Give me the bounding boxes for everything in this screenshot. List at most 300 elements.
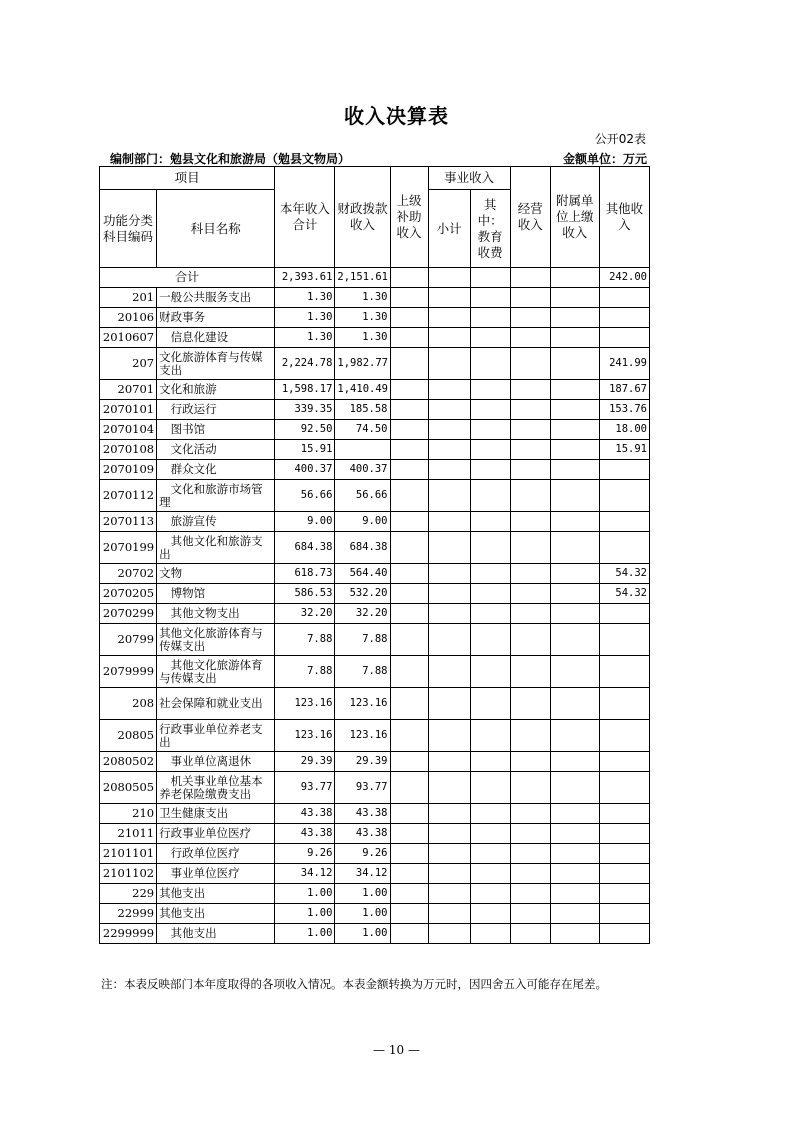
row-current: 15.91 (275, 440, 335, 460)
row-superior (390, 884, 428, 904)
table-row (100, 512, 650, 532)
row-affiliated (550, 480, 599, 512)
row-edu-fee (470, 564, 510, 584)
row-other (599, 624, 649, 656)
row-affiliated (550, 604, 599, 624)
row-fiscal: 93.77 (335, 772, 390, 804)
row-superior (390, 532, 428, 564)
table-row (100, 440, 650, 460)
row-edu-fee (470, 720, 510, 752)
table-row (100, 656, 650, 688)
row-fiscal: 1.00 (335, 904, 390, 924)
row-fiscal: 1.30 (335, 308, 390, 328)
row-fiscal: 9.26 (335, 844, 390, 864)
row-affiliated (550, 400, 599, 420)
row-operating (510, 624, 550, 656)
table-row (100, 924, 650, 944)
row-career-subtotal (428, 512, 470, 532)
table-row (100, 532, 650, 564)
row-affiliated (550, 924, 599, 944)
table-row (100, 584, 650, 604)
row-current: 123.16 (275, 688, 335, 720)
page-title: 收入决算表 (344, 104, 449, 128)
row-other (599, 772, 649, 804)
row-fiscal: 185.58 (335, 400, 390, 420)
row-operating (510, 824, 550, 844)
header-edu-fee: 其中：教育收费 (470, 190, 510, 268)
row-operating (510, 328, 550, 348)
row-affiliated (550, 564, 599, 584)
row-affiliated (550, 804, 599, 824)
row-operating (510, 400, 550, 420)
row-fiscal: 532.20 (335, 584, 390, 604)
row-career-subtotal (428, 804, 470, 824)
row-operating (510, 844, 550, 864)
header-current-income: 本年收入合计 (275, 167, 335, 268)
row-edu-fee (470, 348, 510, 380)
row-fiscal: 34.12 (335, 864, 390, 884)
row-affiliated (550, 512, 599, 532)
row-affiliated (550, 688, 599, 720)
form-code: 公开02表 (594, 132, 646, 146)
row-career-subtotal (428, 460, 470, 480)
row-code: 2070112 (100, 480, 157, 512)
row-affiliated (550, 288, 599, 308)
row-career-subtotal (428, 328, 470, 348)
row-edu-fee (470, 804, 510, 824)
row-fiscal: 43.38 (335, 824, 390, 844)
row-career-subtotal (428, 380, 470, 400)
row-superior (390, 308, 428, 328)
row-fiscal: 123.16 (335, 720, 390, 752)
row-other (599, 512, 649, 532)
row-edu-fee (470, 772, 510, 804)
row-name: 文化活动 (157, 440, 275, 460)
row-name: 行政运行 (157, 400, 275, 420)
row-edu-fee (470, 328, 510, 348)
row-superior (390, 752, 428, 772)
row-fiscal: 32.20 (335, 604, 390, 624)
row-code: 207 (100, 348, 157, 380)
row-current: 586.53 (275, 584, 335, 604)
row-operating (510, 904, 550, 924)
row-current: 1.00 (275, 904, 335, 924)
row-current: 56.66 (275, 480, 335, 512)
row-name: 博物馆 (157, 584, 275, 604)
row-operating (510, 440, 550, 460)
row-affiliated (550, 864, 599, 884)
row-other (599, 824, 649, 844)
row-name: 群众文化 (157, 460, 275, 480)
row-operating (510, 720, 550, 752)
row-name: 文化和旅游 (157, 380, 275, 400)
row-name: 卫生健康支出 (157, 804, 275, 824)
row-operating (510, 532, 550, 564)
row-fiscal: 684.38 (335, 532, 390, 564)
row-code: 2101101 (100, 844, 157, 864)
table-row (100, 400, 650, 420)
row-current: 1.30 (275, 328, 335, 348)
row-operating (510, 480, 550, 512)
row-code: 20106 (100, 308, 157, 328)
row-career-subtotal (428, 752, 470, 772)
row-superior (390, 924, 428, 944)
row-current: 34.12 (275, 864, 335, 884)
row-operating (510, 864, 550, 884)
row-operating (510, 884, 550, 904)
row-name: 事业单位医疗 (157, 864, 275, 884)
row-code: 201 (100, 288, 157, 308)
table-row (100, 604, 650, 624)
row-affiliated (550, 752, 599, 772)
row-current: 1.30 (275, 288, 335, 308)
row-name: 其他文化和旅游支出 (157, 532, 275, 564)
row-fiscal: 123.16 (335, 688, 390, 720)
row-fiscal: 74.50 (335, 420, 390, 440)
row-career-subtotal (428, 844, 470, 864)
row-current: 339.35 (275, 400, 335, 420)
row-other (599, 308, 649, 328)
row-operating (510, 512, 550, 532)
row-edu-fee (470, 752, 510, 772)
header-subtotal: 小计 (428, 190, 470, 268)
row-career-subtotal (428, 720, 470, 752)
row-affiliated (550, 440, 599, 460)
row-code: 20799 (100, 624, 157, 656)
row-code: 2080502 (100, 752, 157, 772)
row-code: 2070108 (100, 440, 157, 460)
header-operating: 经营收入 (510, 167, 550, 268)
row-current: 684.38 (275, 532, 335, 564)
row-fiscal: 7.88 (335, 624, 390, 656)
row-affiliated (550, 348, 599, 380)
row-career-subtotal (428, 604, 470, 624)
table-row (100, 460, 650, 480)
row-name: 行政事业单位医疗 (157, 824, 275, 844)
row-code: 229 (100, 884, 157, 904)
row-current: 29.39 (275, 752, 335, 772)
row-operating (510, 604, 550, 624)
row-name: 其他文物支出 (157, 604, 275, 624)
row-fiscal: 1,410.49 (335, 380, 390, 400)
department-label: 编制部门：勉县文化和旅游局（勉县文物局） (110, 152, 351, 166)
row-superior (390, 688, 428, 720)
row-superior (390, 348, 428, 380)
row-code: 2101102 (100, 864, 157, 884)
row-operating (510, 420, 550, 440)
row-fiscal: 1,982.77 (335, 348, 390, 380)
row-fiscal: 1.30 (335, 288, 390, 308)
table-row (100, 720, 650, 752)
row-other: 241.99 (599, 348, 649, 380)
table-row (100, 772, 650, 804)
row-operating (510, 564, 550, 584)
row-code: 2010607 (100, 328, 157, 348)
row-other: 153.76 (599, 400, 649, 420)
row-edu-fee (470, 532, 510, 564)
row-name: 其他支出 (157, 904, 275, 924)
row-edu-fee (470, 624, 510, 656)
row-superior (390, 328, 428, 348)
row-code: 20805 (100, 720, 157, 752)
row-fiscal: 29.39 (335, 752, 390, 772)
row-career-subtotal (428, 864, 470, 884)
row-superior (390, 772, 428, 804)
row-career-subtotal (428, 824, 470, 844)
row-edu-fee (470, 512, 510, 532)
row-edu-fee (470, 380, 510, 400)
row-affiliated (550, 844, 599, 864)
row-other: 15.91 (599, 440, 649, 460)
row-current: 618.73 (275, 564, 335, 584)
row-superior (390, 656, 428, 688)
row-superior (390, 420, 428, 440)
row-superior (390, 512, 428, 532)
row-affiliated (550, 656, 599, 688)
row-superior (390, 584, 428, 604)
row-code: 2070101 (100, 400, 157, 420)
row-career-subtotal (428, 884, 470, 904)
row-operating (510, 752, 550, 772)
row-code: 21011 (100, 824, 157, 844)
table-row (100, 624, 650, 656)
total-other: 242.00 (599, 268, 649, 288)
row-affiliated (550, 884, 599, 904)
row-edu-fee (470, 440, 510, 460)
row-other (599, 904, 649, 924)
row-edu-fee (470, 656, 510, 688)
row-other (599, 804, 649, 824)
row-code: 2299999 (100, 924, 157, 944)
row-other (599, 844, 649, 864)
header-superior: 上级补助收入 (390, 167, 428, 268)
row-superior (390, 440, 428, 460)
row-current: 9.00 (275, 512, 335, 532)
row-name: 财政事务 (157, 308, 275, 328)
row-other (599, 328, 649, 348)
row-fiscal: 56.66 (335, 480, 390, 512)
row-current: 93.77 (275, 772, 335, 804)
row-operating (510, 656, 550, 688)
table-row (100, 752, 650, 772)
row-affiliated (550, 584, 599, 604)
row-code: 2070109 (100, 460, 157, 480)
row-superior (390, 564, 428, 584)
table-row (100, 844, 650, 864)
row-operating (510, 288, 550, 308)
row-fiscal: 1.00 (335, 924, 390, 944)
row-other (599, 288, 649, 308)
header-career: 事业收入 (428, 167, 510, 190)
row-other (599, 460, 649, 480)
row-fiscal: 7.88 (335, 656, 390, 688)
row-other (599, 480, 649, 512)
total-current: 2,393.61 (275, 268, 335, 288)
header-item: 项目 (100, 167, 275, 190)
row-superior (390, 480, 428, 512)
row-edu-fee (470, 308, 510, 328)
row-career-subtotal (428, 772, 470, 804)
table-row (100, 348, 650, 380)
row-superior (390, 604, 428, 624)
row-career-subtotal (428, 288, 470, 308)
row-superior (390, 380, 428, 400)
row-career-subtotal (428, 308, 470, 328)
row-code: 2070299 (100, 604, 157, 624)
row-edu-fee (470, 604, 510, 624)
row-other (599, 604, 649, 624)
row-code: 210 (100, 804, 157, 824)
row-edu-fee (470, 864, 510, 884)
row-current: 43.38 (275, 824, 335, 844)
table-row (100, 420, 650, 440)
row-edu-fee (470, 688, 510, 720)
row-other (599, 864, 649, 884)
table-row (100, 884, 650, 904)
table-row (100, 904, 650, 924)
row-career-subtotal (428, 904, 470, 924)
row-other (599, 656, 649, 688)
row-name: 行政单位医疗 (157, 844, 275, 864)
row-fiscal: 1.00 (335, 884, 390, 904)
row-name: 图书馆 (157, 420, 275, 440)
row-career-subtotal (428, 348, 470, 380)
row-other (599, 884, 649, 904)
row-superior (390, 864, 428, 884)
row-code: 2070199 (100, 532, 157, 564)
row-operating (510, 584, 550, 604)
table-row (100, 380, 650, 400)
row-edu-fee (470, 824, 510, 844)
row-operating (510, 460, 550, 480)
table-row (100, 864, 650, 884)
row-name: 信息化建设 (157, 328, 275, 348)
row-edu-fee (470, 460, 510, 480)
row-other: 54.32 (599, 584, 649, 604)
row-operating (510, 804, 550, 824)
row-edu-fee (470, 400, 510, 420)
row-other: 18.00 (599, 420, 649, 440)
row-career-subtotal (428, 656, 470, 688)
row-current: 123.16 (275, 720, 335, 752)
row-operating (510, 688, 550, 720)
row-affiliated (550, 380, 599, 400)
row-operating (510, 380, 550, 400)
row-other (599, 924, 649, 944)
row-fiscal: 564.40 (335, 564, 390, 584)
row-superior (390, 904, 428, 924)
table-row (100, 328, 650, 348)
row-career-subtotal (428, 440, 470, 460)
row-current: 1.00 (275, 884, 335, 904)
row-fiscal: 43.38 (335, 804, 390, 824)
row-superior (390, 844, 428, 864)
row-code: 22999 (100, 904, 157, 924)
row-other (599, 752, 649, 772)
row-other (599, 532, 649, 564)
row-career-subtotal (428, 400, 470, 420)
table-row (100, 480, 650, 512)
row-name: 旅游宣传 (157, 512, 275, 532)
row-affiliated (550, 532, 599, 564)
row-code: 2070205 (100, 584, 157, 604)
row-name: 机关事业单位基本养老保险缴费支出 (157, 772, 275, 804)
row-career-subtotal (428, 564, 470, 584)
row-career-subtotal (428, 924, 470, 944)
row-name: 其他文化旅游体育与传媒支出 (157, 624, 275, 656)
row-current: 400.37 (275, 460, 335, 480)
row-code: 2070113 (100, 512, 157, 532)
row-operating (510, 772, 550, 804)
row-other (599, 720, 649, 752)
row-career-subtotal (428, 624, 470, 656)
row-edu-fee (470, 884, 510, 904)
row-operating (510, 308, 550, 328)
row-edu-fee (470, 288, 510, 308)
header-fiscal: 财政拨款收入 (335, 167, 390, 268)
header-func-code: 功能分类科目编码 (100, 190, 157, 268)
row-other: 187.67 (599, 380, 649, 400)
row-edu-fee (470, 584, 510, 604)
row-operating (510, 348, 550, 380)
row-superior (390, 720, 428, 752)
row-career-subtotal (428, 532, 470, 564)
row-superior (390, 804, 428, 824)
row-affiliated (550, 904, 599, 924)
row-name: 行政事业单位养老支出 (157, 720, 275, 752)
row-name: 其他文化旅游体育与传媒支出 (157, 656, 275, 688)
row-name: 事业单位离退休 (157, 752, 275, 772)
row-current: 1,598.17 (275, 380, 335, 400)
row-code: 2080505 (100, 772, 157, 804)
row-other (599, 688, 649, 720)
row-edu-fee (470, 904, 510, 924)
unit-label: 金额单位：万元 (562, 152, 647, 166)
row-affiliated (550, 460, 599, 480)
row-affiliated (550, 328, 599, 348)
row-career-subtotal (428, 420, 470, 440)
header-affiliated: 附属单位上缴收入 (550, 167, 599, 268)
row-current: 1.00 (275, 924, 335, 944)
row-superior (390, 288, 428, 308)
footnote: 注：本表反映部门本年度取得的各项收入情况。本表金额转换为万元时，因四舍五入可能存在尾差。 (101, 977, 607, 991)
row-code: 2079999 (100, 656, 157, 688)
row-affiliated (550, 308, 599, 328)
header-other: 其他收入 (599, 167, 649, 268)
row-current: 92.50 (275, 420, 335, 440)
row-affiliated (550, 420, 599, 440)
table-row (100, 308, 650, 328)
table-row (100, 564, 650, 584)
row-name: 社会保障和就业支出 (157, 688, 275, 720)
row-code: 2070104 (100, 420, 157, 440)
row-career-subtotal (428, 480, 470, 512)
row-current: 43.38 (275, 804, 335, 824)
row-career-subtotal (428, 688, 470, 720)
row-current: 2,224.78 (275, 348, 335, 380)
row-superior (390, 400, 428, 420)
row-current: 7.88 (275, 656, 335, 688)
row-other: 54.32 (599, 564, 649, 584)
row-fiscal: 400.37 (335, 460, 390, 480)
row-edu-fee (470, 844, 510, 864)
row-affiliated (550, 824, 599, 844)
row-name: 其他支出 (157, 884, 275, 904)
row-name: 文化旅游体育与传媒支出 (157, 348, 275, 380)
table-row (100, 288, 650, 308)
row-fiscal: 1.30 (335, 328, 390, 348)
row-current: 7.88 (275, 624, 335, 656)
